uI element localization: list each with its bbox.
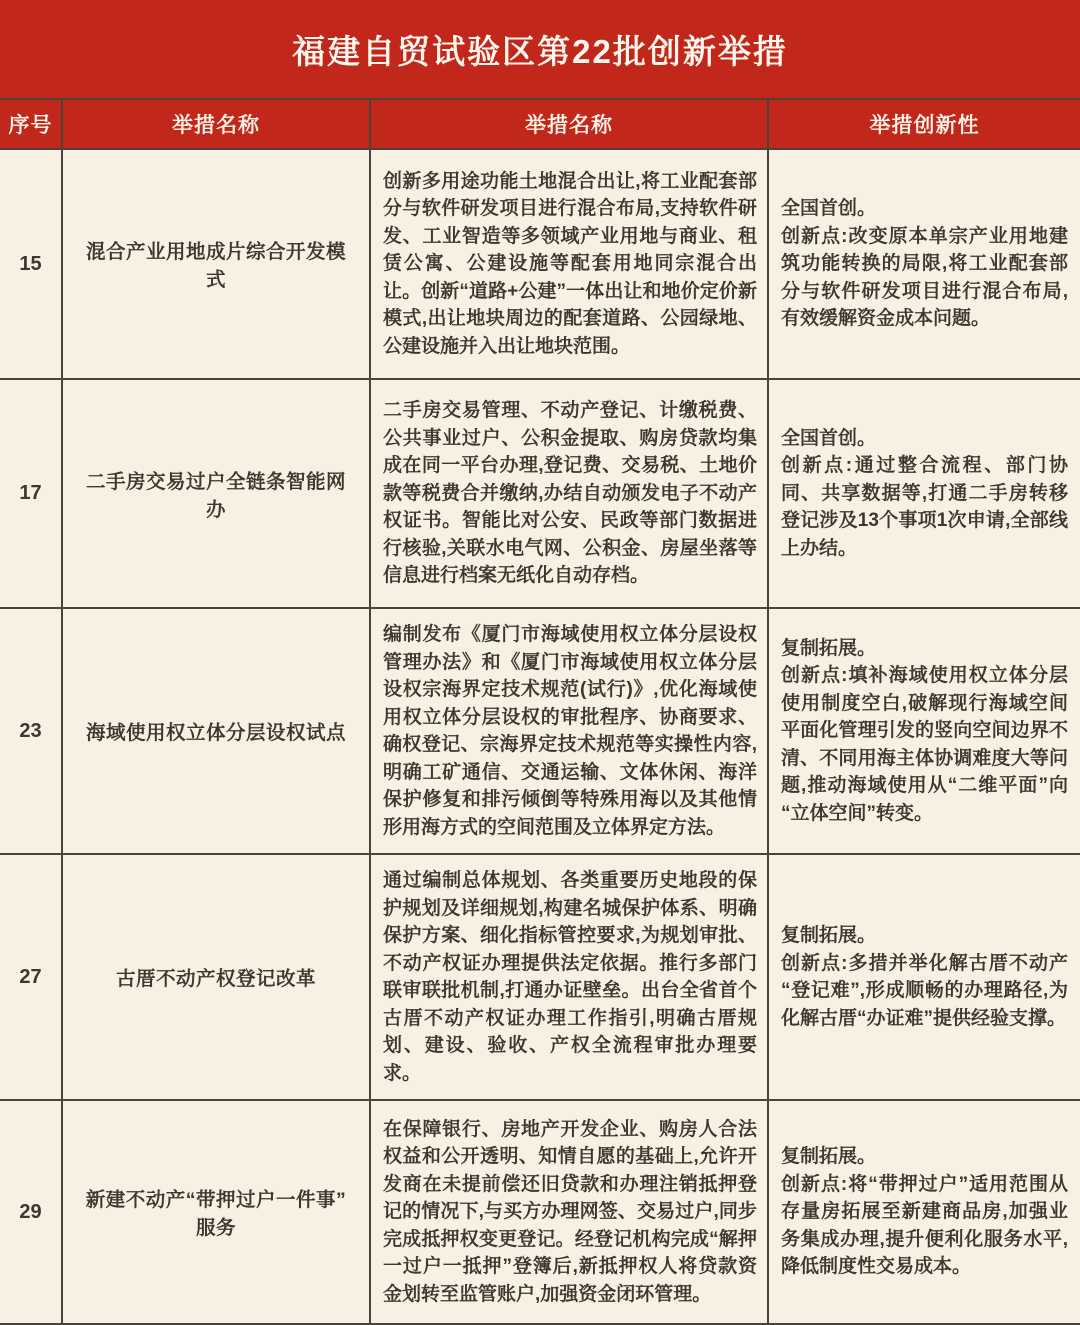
measures-table xyxy=(0,98,1080,1325)
table-row xyxy=(0,149,1080,379)
measure-content: 编制发布《厦门市海域使用权立体分层设权管理办法》和《厦门市海域使用权立体分层设权宗海界定技术规范(试行)》,优化海域使用权立体分层设权的审批程序、协商要求、确权登记、宗海界定技术规范等实操性内容,明确工矿通信、交通运输、文体休闲、海洋保护修复和排污倾倒等特殊用海以及其他情形用海方式的空间范围及立体界定方法。 xyxy=(370,608,768,854)
column-header-num: 序号 xyxy=(0,99,62,149)
measure-innovation xyxy=(768,1100,1080,1324)
table-body xyxy=(0,149,1080,1324)
row-number: 17 xyxy=(0,379,62,608)
innovation-point-label: 创新点: xyxy=(781,1173,848,1195)
measure-name: 古厝不动产权登记改革 xyxy=(62,854,370,1100)
table-row xyxy=(0,608,1080,854)
innovation-point-label: 创新点: xyxy=(781,952,848,974)
measure-content: 在保障银行、房地产开发企业、购房人合法权益和公开透明、知情自愿的基础上,允许开发商在未提前偿还旧贷款和办理注销抵押登记的情况下,与买方办理网签、交易过户,同步完成抵押权变更登记。经登记机构完成“解押一过户一抵押”登簿后,新抵押权人将贷款资金划转至监管账户,加强资金闭环管理。 xyxy=(370,1100,768,1324)
innovation-point-text: 通过整合流程、部门协同、共享数据等,打通二手房转移登记涉及13个事项1次申请,全部线上办结。 xyxy=(781,455,1068,559)
innovation-point xyxy=(781,950,1068,1033)
innovation-point-label: 创新点: xyxy=(781,455,853,477)
innovation-point-label: 创新点: xyxy=(781,665,848,687)
measure-innovation xyxy=(768,854,1080,1100)
page-title: 福建自贸试验区第22批创新举措 xyxy=(292,32,788,70)
row-number: 15 xyxy=(0,149,62,379)
innovation-point xyxy=(781,1171,1068,1281)
measure-content: 通过编制总体规划、各类重要历史地段的保护规划及详细规划,构建名城保护体系、明确保护方案、细化指标管控要求,为规划审批、不动产权证办理提供法定依据。推行多部门联审联批机制,打通办证壁垒。出台全省首个古厝不动产权证办理工作指引,明确古厝规划、建设、验收、产权全流程审批办理要求。 xyxy=(370,854,768,1100)
innovation-point xyxy=(781,662,1068,827)
innovation-tag: 复制拓展。 xyxy=(781,925,877,946)
innovation-point-label: 创新点: xyxy=(781,225,848,247)
innovation-tag: 复制拓展。 xyxy=(781,637,877,659)
row-number: 23 xyxy=(0,608,62,854)
table-row xyxy=(0,379,1080,608)
innovation-point xyxy=(781,452,1068,562)
innovation-tag: 全国首创。 xyxy=(781,427,877,449)
column-header-innovation: 举措创新性 xyxy=(768,99,1080,149)
measure-innovation xyxy=(768,608,1080,854)
table-row xyxy=(0,854,1080,1100)
table-header xyxy=(0,99,1080,149)
column-header-name: 举措名称 xyxy=(62,99,370,149)
measure-innovation xyxy=(768,379,1080,608)
measure-name: 海域使用权立体分层设权试点 xyxy=(62,608,370,854)
innovation-tag: 复制拓展。 xyxy=(781,1146,877,1168)
innovation-tag: 全国首创。 xyxy=(781,198,877,220)
measure-content: 二手房交易管理、不动产登记、计缴税费、公共事业过户、公积金提取、购房贷款均集成在同一平台办理,登记费、交易税、土地价款等税费合并缴纳,办结自动颁发电子不动产权证书。智能比对公安、民政等部门数据进行核验,关联水电气网、公积金、房屋坐落等信息进行档案无纸化自动存档。 xyxy=(370,379,768,608)
column-header-content: 举措名称 xyxy=(370,99,768,149)
row-number: 27 xyxy=(0,854,62,1100)
table-row xyxy=(0,1100,1080,1324)
measure-name: 新建不动产“带押过户一件事”服务 xyxy=(62,1100,370,1324)
row-number: 29 xyxy=(0,1100,62,1324)
innovation-point-text: 多措并举化解古厝不动产“登记难”,形成顺畅的办理路径,为化解古厝“办证难”提供经验支撑。 xyxy=(781,952,1068,1029)
title-band xyxy=(0,0,1080,98)
innovation-point-text: 填补海域使用权立体分层使用制度空白,破解现行海域空间平面化管理引发的竖向空间边界不清、不同用海主体协调难度大等问题,推动海域使用从“二维平面”向“立体空间”转变。 xyxy=(781,665,1068,824)
measure-name: 二手房交易过户全链条智能网办 xyxy=(62,379,370,608)
innovation-point xyxy=(781,223,1068,333)
innovation-point-text: 将“带押过户”适用范围从存量房拓展至新建商品房,加强业务集成办理,提升便利化服务水平,降低制度性交易成本。 xyxy=(781,1173,1068,1278)
measure-name: 混合产业用地成片综合开发模式 xyxy=(62,149,370,379)
innovation-point-text: 改变原本单宗产业用地建筑功能转换的局限,将工业配套部分与软件研发项目进行混合布局,有效缓解资金成本问题。 xyxy=(781,225,1068,330)
measure-content: 创新多用途功能土地混合出让,将工业配套部分与软件研发项目进行混合布局,支持软件研发、工业智造等多领域产业用地与商业、租赁公寓、公建设施等配套用地同宗混合出让。创新“道路+公建”一体出让和地价定价新模式,出让地块周边的配套道路、公园绿地、公建设施并入出让地块范围。 xyxy=(370,149,768,379)
measure-innovation xyxy=(768,149,1080,379)
